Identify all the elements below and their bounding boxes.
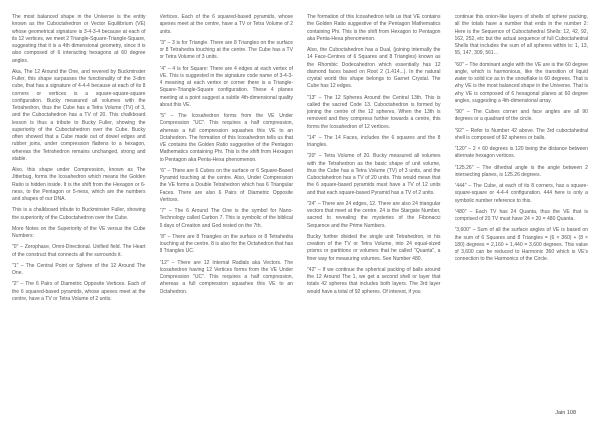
paragraph: "12" – There are 12 Internal Radials aka Vectors. The Icosahedron having 12 Vertices forms from the VE Under Compression "UC". This requires a half compression, whereas a full compression squashes this VE to an Octahedron. [159,259,293,295]
paragraph: Vertices. Each of the 6 squared-based pyramids, whose apexes meet at the centre, have a TV or Tetra Volume of 2 units. [159,14,293,35]
paragraph: "14" – The 14 Faces, includes the 6 squares and the 8 triangles. [307,134,441,148]
paragraph: "444" – The Cube, at each of its 8 corners, has a square-square-square or 4-4-4 configuration. 444 here is only a symbolic number reference to this. [454,183,588,204]
column-1 [12,14,146,414]
paragraph: The formation of this Icosahedron tells us that VE contains the Golden Ratio suggestive of the Pentagon Mathematics containing Phi. This is the shift from Hexagon to Pentagon aka Penta-Hexa phenomenon. [307,14,441,42]
paragraph: "42" – If we continue the spherical packing of balls around the 12 Around The 1, we get a second shell or layer that totals 42 spheres that includes both layers. The 3rd layer would have a total of 92 spheres. Of interest, if you [307,266,441,295]
paragraph: "90" – The Cubes corner and face angles are all 90 degrees or a quadrant of the circle. [454,109,588,123]
author-signature: Jain 108 [555,410,576,416]
paragraph: "1" – The Central Point or Sphere of the 12 Around The One. [12,262,146,276]
paragraph: Also, this shape under Compression, known as The Jitterbug, forms the Icosahedron which means the Golden Ratio is hidden inside. It is the shift from the Hexagon or 6-ness, to the Pentagon or 5-ness, which are the numbers and shapes of our DNA. [12,167,146,202]
paragraph: Aka, The 12 Around the One, and revered by Buckminster Fuller, this shape surpasses the functionality of the 3-dim cube, that has a signature of 4-4-4 because at each of its 8 corners or vertices is a square-square-square configuration. Bucky measured all volumes with the Tetrahedron, thus the Cube has a Tetra Volume (TV) of 3, and the Cuboctahedron has a TV of 20. This chalkboard lesson is thus a tribute to Bucky Fuller, showing the superiority of the Cuboctahedron over the Cube. Bucky often showed that a Cube made out of dowel edges and rubber joins, under compression flattens to a hexagon, whereas the Tetrahedron remains unchanged, strong and stable. [12,68,146,162]
paragraph: Also, the Cuboctahedron has a Dual, (joining internally the 14 Face-Centres of 6 Squares and 8 Triangles) known as the Rhombic Dodecahedron which essentially has 12 diamond faces based on Root 2 (1.414...). In the natural crystal world this shape belongs to Garnet Crystal. The Cube has 12 edges. [307,47,441,90]
column-2 [160,14,294,414]
paragraph: "24" – There are 24 edges, 12. There are also 24 triangular vectors that meet at the centre. 24 is the Stargate Number, sacred to revealing the mysteries of the Fibonacci Sequence and the Prime Numbers. [307,200,441,229]
paragraph: "3" – 3 is for Triangle. There are 8 Triangles on the surface or 8 Tetrahedra touching at the centre. The Cube has a TV or Tetra Volume of 3 units. [159,39,293,61]
paragraph: "0" – Zerophase, Omni-Directional. Unified field. The Heart of the construct that connects all the surrounds it. [12,244,146,258]
paragraph: "120" – 2 × 60 degrees is 120 being the distance between alternate hexagon vertices. [454,146,588,160]
paragraph: "4" – 4 is for Square: There are 4 edges at each vertex of VE. This is suggested in the signature code name of 3-4-3-4 meaning at each vertex or corner there is a Triangle-Square-Triangle-Square configuration. These 4 planes meeting at a point suggest a subtle 4th-dimensional quality about this VE. [159,65,293,108]
paragraph: "3,600" – Sum of all the surface angles of VE is based on the sum of 6 Squares and 8 Triangles = (6 × 360) + (8 × 180) degrees = 2,160 + 1,440 = 3,600 degrees. This value of 3,600 can be reduced to Harmonic 360 which is VE's connection to the Harmonics of the Circle. [454,227,588,263]
paragraph: "125.26" – The dihedral angle is the angle between 2 intersecting planes, is 125.26 degrees. [454,164,588,178]
paragraph: "480" – Each TV has 24 Quanta, thus the VE that is comprised of 20 TV must have 24 × 20 = 480 Quanta. [454,208,588,222]
paragraph: continue this onion-like layers of shells of sphere packing, all the totals have a number that ends in the number 2: Here is the Sequence of Cuboctahedral Shells: 12, 42, 92, 162, 252, etc but the actual sequence of full Cuboctahedral Shells that includes the sum of all spheres within is: 1, 13, 55, 147, 309, 561... [454,14,588,57]
paragraph: "2" – The 6 Pairs of Diametric Opposite Vertices. Each of the 6 squared-based pyramids, whose apexes meet at the centre, have a TV or Tetra Volume of 2 units. [12,281,146,302]
text-columns [12,14,588,414]
paragraph: The most balanced shape in the Universe is the entity known as the Cuboctahedron or Vector Equilibrium (VE) whose geometrical signature is 3-4-3-4 because at each of its 12 vertices, we meet 2 Triangle-Square-Triangle-Square, suggesting that it is a 4th dimensional geometry, since it is also composed of 6 interacting hexagons at 60 degree angles. [12,14,146,64]
column-4 [455,14,589,414]
paragraph: "60" – The dominant angle with the VE are is the 60 degree angle, which is harmonious, like the transition of liquid water to solid ice as in the snowflake is 60 degrees. That is why VE is the most balanced shape in the Universe. That is why VE is composed of 6 hexagonal planes at 60 degree angles, suggesting a 4th-dimensional array. [454,61,588,104]
paragraph: "92" – Refer to Number 42 above. The 3rd cuboctahedral shell is composed of 92 spheres or balls. [454,127,588,141]
paragraph: "13" – The 12 Spheres Around the Central 13th. This is called the sacred Code 13. Cuboctahedron is formed by joining the centre of the 12 spheres. When the 13th is removed and they compress further towards a centre, this forms the Icosahedron of 12 vertices. [307,94,441,130]
paragraph: This is a chalkboard tribute to Buckminster Fuller, showing the superiority of the Cuboctahedron over the Cube. [12,207,146,221]
column-3 [307,14,441,414]
paragraph: More Notes on the Superiority of the VE versus the Cube Numbers: [12,225,146,239]
paragraph: Bucky further divided the single unit Tetrahedron, in his creation of the TV or Tetra Volume, into 24 equal-sized prisms or partitions or volumes that he called "Quanta", a finer way for measuring volumes. See Number 480. [307,233,441,262]
paragraph: "5" – The Icosahedron forms from the VE Under Compression "UC". This requires a half compression, whereas a full compression squashes this VE to an Octahedron. The formation of this Icosahedron tells us that VE contains the Golden Ratio suggestive of the Pentagon Mathematics containing Phi. This is the shift from Hexagon to Pentagon aka Penta-Hexa phenomenon. [159,113,293,163]
paragraph: "20" – Tetra Volume of 20. Bucky measured all volumes with the Tetrahedron as the basic shape of unit volume, thus the Cube has a Tetra Volume (TV) of 3 units, and the Cuboctahedron has a TV of 20 units. This would mean that the 6 square-based pyramids must have a TV of 12 units and that each square-based Pyramid has a TV of 2 units. [307,153,441,196]
paragraph: "6" – There are 6 Cubes on the surface or 6 Square-Based Pyramid touching at the centre. Also, Under Compression the VE forms a Double Tetrahedron which has 6 Triangular Faces. There are also 6 Pairs of Diametric Opposite Vertices. [159,167,293,203]
paragraph: "7" – The 6 Around The One is the symbol for Nano-Technology called Carbon 7. This is symbolic of the biblical 6 days of Creation and God rested on the 7th. [159,208,293,229]
paragraph: "8" – There are 8 Triangles on the surface or 8 Tetrahedra touching at the centre. 8 is also for the Octahedron that has 8 Triangles UC. [159,233,293,255]
